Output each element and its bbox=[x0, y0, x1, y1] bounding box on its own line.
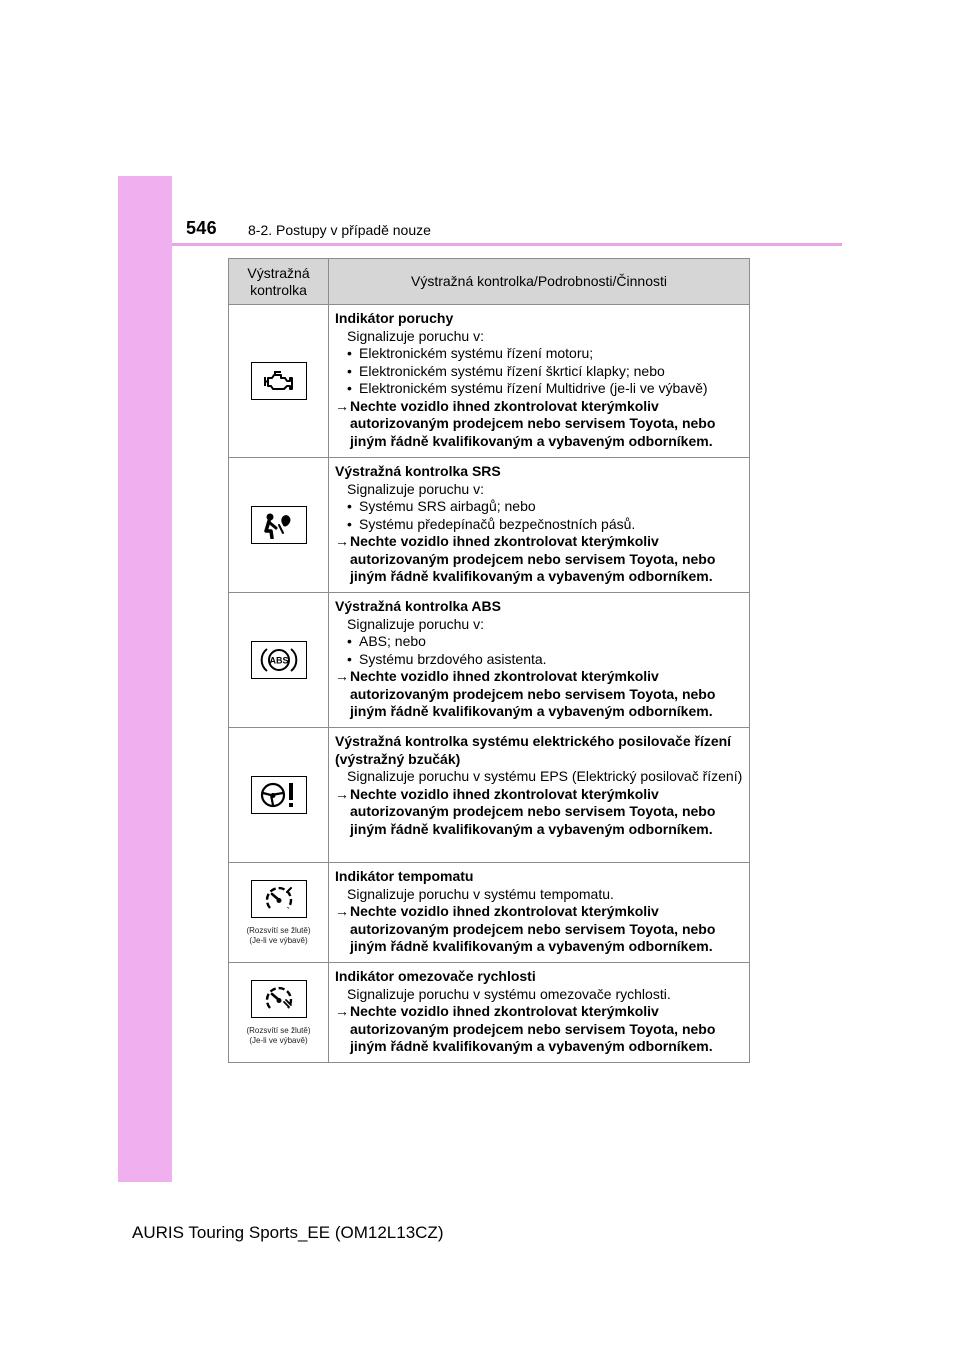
side-tab-strip bbox=[118, 176, 172, 1182]
abs-icon bbox=[251, 641, 307, 679]
indicator-cell bbox=[229, 728, 329, 863]
table-row bbox=[229, 458, 750, 593]
indicator-cell bbox=[229, 593, 329, 728]
table-row bbox=[229, 593, 750, 728]
entry-intro: Signalizuje poruchu v: bbox=[347, 615, 484, 632]
arrow-right-icon: → bbox=[335, 903, 349, 919]
table-row bbox=[229, 728, 750, 863]
arrow-right-icon: → bbox=[335, 533, 349, 549]
cruise-control-icon bbox=[251, 880, 307, 918]
icon-note: (Rozsvítí se žlutě) (Je-li ve výbavě) bbox=[246, 926, 311, 945]
entry-title: Indikátor tempomatu bbox=[335, 868, 474, 884]
entry-title: Indikátor omezovače rychlosti bbox=[335, 968, 536, 984]
srs-airbag-icon bbox=[251, 506, 307, 544]
indicator-cell bbox=[229, 305, 329, 458]
entry-intro: Signalizuje poruchu v systému EPS (Elektrický posilovač řízení) bbox=[347, 768, 743, 784]
indicator-cell bbox=[229, 963, 329, 1063]
entry-action: →Nechte vozidlo ihned zkontrolovat kterýmkoliv autorizovaným prodejcem nebo servisem Toyota, nebo jiným řádně kvalifikovaným a vybaveným odborníkem. bbox=[335, 668, 716, 719]
table-row bbox=[229, 305, 750, 458]
arrow-right-icon: → bbox=[335, 668, 349, 684]
speed-limiter-icon bbox=[251, 980, 307, 1018]
indicator-cell bbox=[229, 863, 329, 963]
entry-title: Výstražná kontrolka ABS bbox=[335, 598, 501, 614]
warning-lights-table bbox=[228, 258, 750, 1063]
entry-action: →Nechte vozidlo ihned zkontrolovat kterýmkoliv autorizovaným prodejcem nebo servisem Toyota, nebo jiným řádně kvalifikovaným a vybaveným odborníkem. bbox=[335, 533, 716, 584]
list-item: • Elektronickém systému řízení motoru; bbox=[347, 345, 594, 361]
list-item: • ABS; nebo bbox=[347, 633, 426, 649]
table-row bbox=[229, 963, 750, 1063]
icon-note: (Rozsvítí se žlutě) (Je-li ve výbavě) bbox=[246, 1026, 311, 1045]
entry-intro: Signalizuje poruchu v systému tempomatu. bbox=[347, 885, 614, 902]
entry-title: Indikátor poruchy bbox=[335, 310, 454, 326]
header-divider bbox=[172, 243, 842, 246]
abs-icon-label: ABS bbox=[268, 655, 289, 665]
check-engine-icon bbox=[251, 362, 307, 400]
section-title: 8-2. Postupy v případě nouze bbox=[248, 222, 431, 238]
arrow-right-icon: → bbox=[335, 785, 349, 802]
details-cell bbox=[329, 728, 750, 863]
entry-action: →Nechte vozidlo ihned zkontrolovat kterýmkoliv autorizovaným prodejcem nebo servisem Toyota, nebo jiným řádně kvalifikovaným a vybaveným odborníkem. bbox=[335, 785, 716, 837]
indicator-cell bbox=[229, 458, 329, 593]
list-item: • Systému SRS airbagů; nebo bbox=[347, 498, 536, 514]
entry-action: →Nechte vozidlo ihned zkontrolovat kterýmkoliv autorizovaným prodejcem nebo servisem Toyota, nebo jiným řádně kvalifikovaným a vybaveným odborníkem. bbox=[335, 397, 716, 449]
entry-action: →Nechte vozidlo ihned zkontrolovat kterýmkoliv autorizovaným prodejcem nebo servisem Toyota, nebo jiným řádně kvalifikovaným a vybaveným odborníkem. bbox=[335, 1003, 716, 1054]
details-cell bbox=[329, 863, 750, 963]
page-number: 546 bbox=[186, 218, 217, 238]
entry-intro: Signalizuje poruchu v: bbox=[347, 480, 484, 497]
entry-title: Výstražná kontrolka systému elektrického posilovače řízení (výstražný bzučák) bbox=[335, 733, 732, 767]
column-header-indicator: Výstražná kontrolka bbox=[229, 259, 329, 305]
arrow-right-icon: → bbox=[335, 1003, 349, 1019]
list-item: • Systému brzdového asistenta. bbox=[347, 650, 547, 667]
footer-model-code: AURIS Touring Sports_EE (OM12L13CZ) bbox=[132, 1223, 444, 1242]
details-cell bbox=[329, 458, 750, 593]
table-header-row bbox=[229, 259, 750, 305]
list-item: • Systému předepínačů bezpečnostních pásů. bbox=[347, 515, 636, 532]
entry-action: →Nechte vozidlo ihned zkontrolovat kterýmkoliv autorizovaným prodejcem nebo servisem Toyota, nebo jiným řádně kvalifikovaným a vybaveným odborníkem. bbox=[335, 903, 716, 954]
arrow-right-icon: → bbox=[335, 397, 349, 414]
column-header-details: Výstražná kontrolka/Podrobnosti/Činnosti bbox=[329, 259, 750, 305]
details-cell bbox=[329, 305, 750, 458]
entry-title: Výstražná kontrolka SRS bbox=[335, 463, 501, 479]
power-steering-icon bbox=[251, 776, 307, 814]
details-cell bbox=[329, 593, 750, 728]
list-item: • Elektronickém systému řízení škrticí klapky; nebo bbox=[347, 362, 665, 379]
table-row bbox=[229, 863, 750, 963]
entry-intro: Signalizuje poruchu v: bbox=[347, 327, 484, 344]
details-cell bbox=[329, 963, 750, 1063]
list-item: • Elektronickém systému řízení Multidrive (je-li ve výbavě) bbox=[347, 380, 708, 396]
entry-intro: Signalizuje poruchu v systému omezovače rychlosti. bbox=[347, 985, 671, 1002]
